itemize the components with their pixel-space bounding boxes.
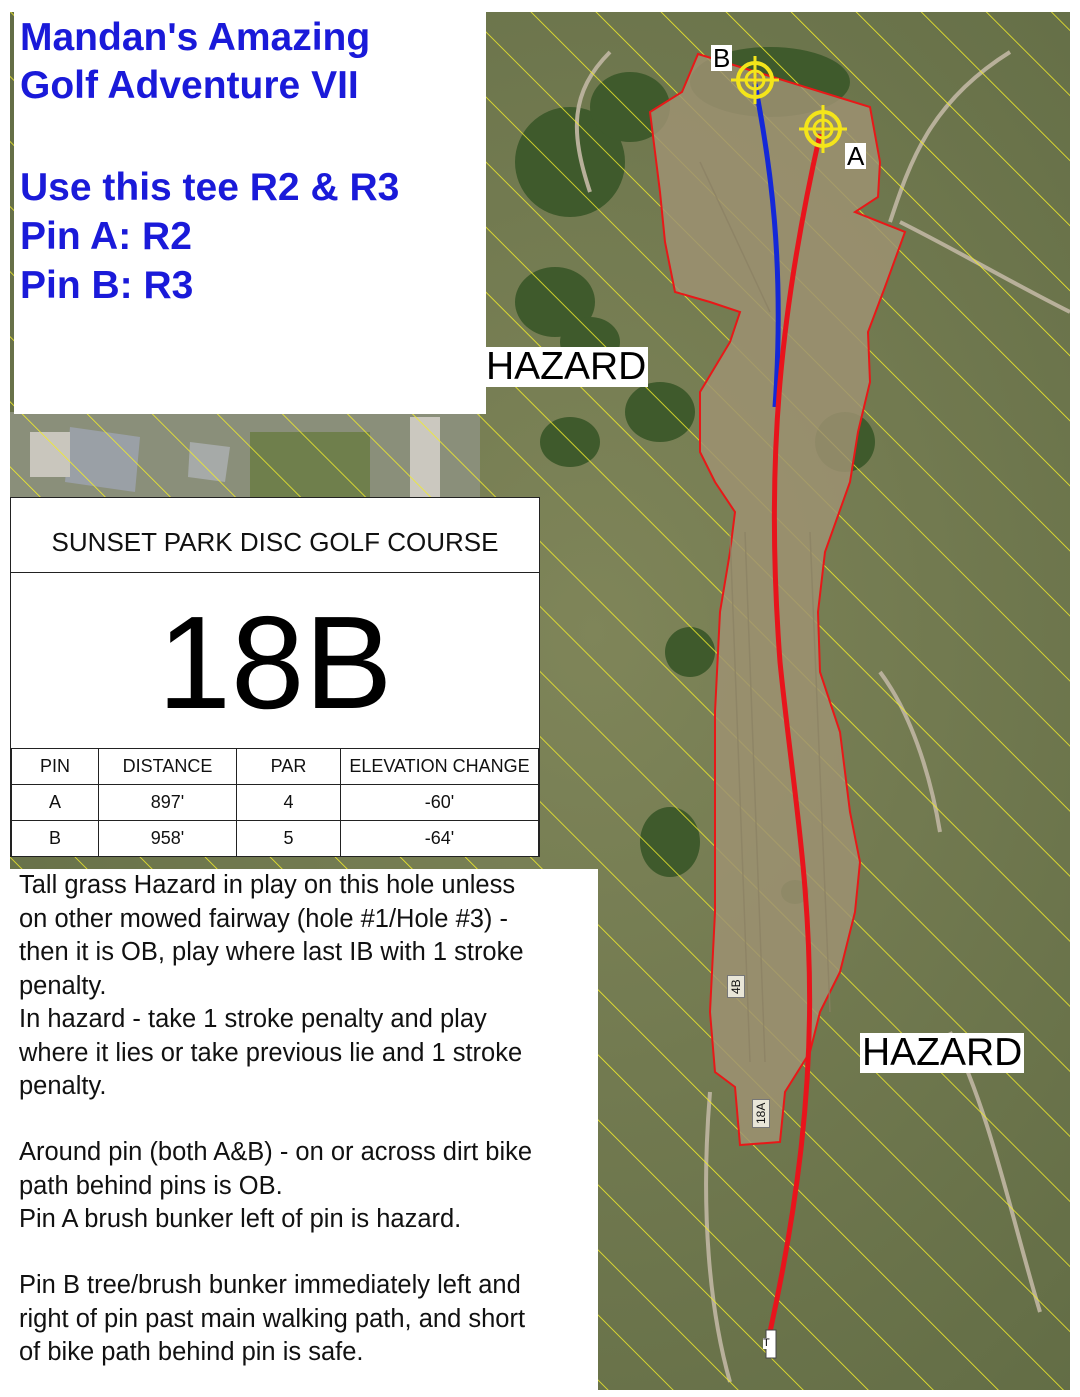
rule-line: Tall grass Hazard in play on this hole unless xyxy=(19,871,516,899)
event-title-line2: Golf Adventure VII xyxy=(20,64,359,107)
hazard-label-top: HAZARD xyxy=(486,345,647,388)
pin-a-label: A xyxy=(847,141,865,171)
rule-line: Around pin (both A&B) - on or across dirt bike xyxy=(19,1138,533,1166)
pin-cell: A xyxy=(12,785,99,821)
table-header-row xyxy=(12,749,539,785)
col-header-elevation: ELEVATION CHANGE xyxy=(341,749,539,785)
rule-line: right of pin past main walking path, and short xyxy=(19,1304,526,1333)
rule-line: where it lies or take previous lie and 1 stroke xyxy=(19,1038,523,1067)
course-name: SUNSET PARK DISC GOLF COURSE xyxy=(11,498,539,573)
tee-18a-label: 18A xyxy=(752,1099,770,1128)
par-cell: 5 xyxy=(237,821,341,857)
hole-number: 18B xyxy=(157,589,393,736)
hole-stats-table xyxy=(11,748,539,857)
distance-cell: 958' xyxy=(99,821,237,857)
table-row xyxy=(12,821,539,857)
title-box xyxy=(14,12,486,414)
table-row xyxy=(12,785,539,821)
tee-4b-label: 4B xyxy=(727,975,745,998)
event-title-line1: Mandan's Amazing xyxy=(20,16,371,59)
col-header-par: PAR xyxy=(237,749,341,785)
pin-a-instruction: Pin A: R2 xyxy=(20,215,192,258)
col-header-pin: PIN xyxy=(12,749,99,785)
hazard-label-right: HAZARD xyxy=(862,1031,1023,1074)
rule-line: penalty. xyxy=(19,1072,107,1100)
col-header-distance: DISTANCE xyxy=(99,749,237,785)
rule-line: Pin B tree/brush bunker immediately left and xyxy=(19,1271,521,1299)
rule-line: on other mowed fairway (hole #1/Hole #3) - xyxy=(19,904,508,933)
pin-b-label: B xyxy=(713,43,731,73)
rule-line: of bike path behind pin is safe. xyxy=(19,1338,364,1366)
rule-line: then it is OB, play where last IB with 1 stroke xyxy=(19,938,524,966)
par-cell: 4 xyxy=(237,785,341,821)
tee-instruction: Use this tee R2 & R3 xyxy=(20,166,400,209)
tee-marker-label: T xyxy=(763,1337,770,1349)
distance-cell: 897' xyxy=(99,785,237,821)
pin-cell: B xyxy=(12,821,99,857)
rule-line: penalty. xyxy=(19,971,107,1000)
rule-line: Pin A brush bunker left of pin is hazard. xyxy=(19,1205,462,1233)
rule-line: path behind pins is OB. xyxy=(19,1171,283,1200)
elevation-cell: -64' xyxy=(341,821,539,857)
local-rules xyxy=(10,869,598,1390)
hole-info-card xyxy=(10,497,540,857)
rule-line: In hazard - take 1 stroke penalty and play xyxy=(19,1005,487,1033)
elevation-cell: -60' xyxy=(341,785,539,821)
pin-b-instruction: Pin B: R3 xyxy=(20,264,194,307)
